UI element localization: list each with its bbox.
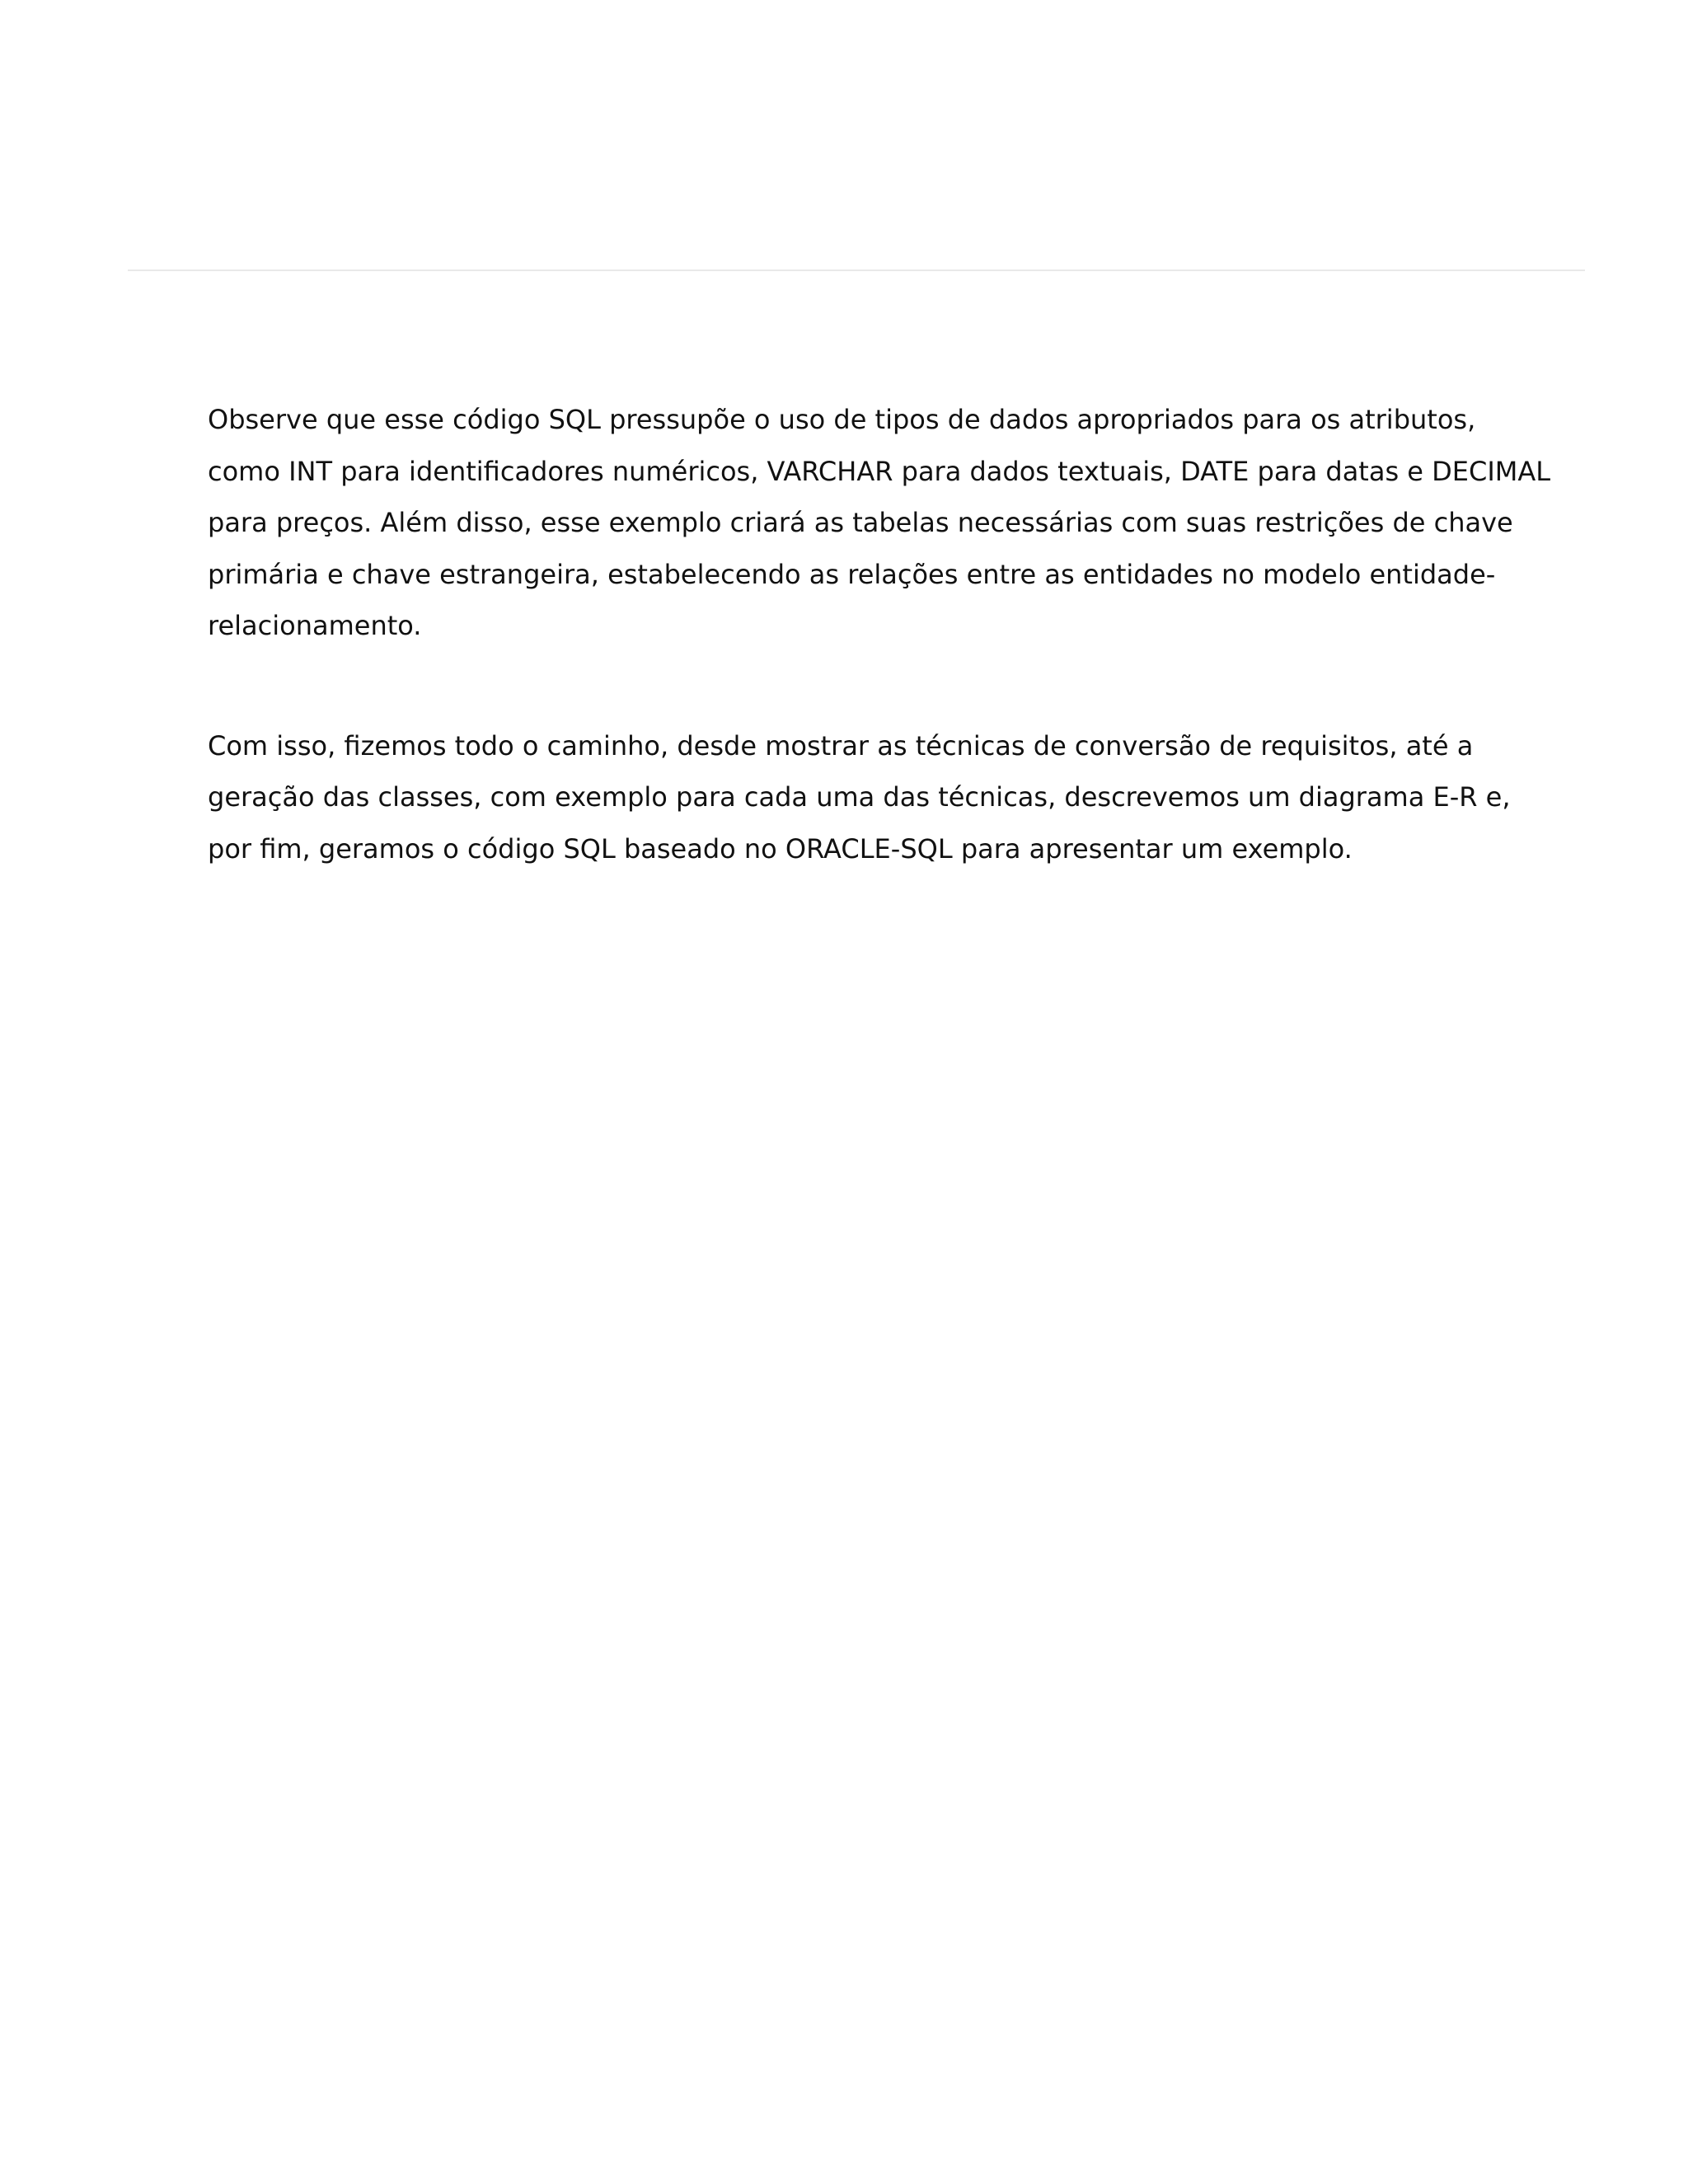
paragraph-conclusion [208,720,1511,875]
text-line: primária e chave estrangeira, estabelecendo as relações entre as entidades no modelo entidade- [208,558,1496,590]
document-body [208,394,1551,874]
text-line: por fim, geramos o código SQL baseado no ORACLE-SQL para apresentar um exemplo. [208,832,1353,865]
text-line: para preços. Além disso, esse exemplo criará as tabelas necessárias com suas restrições de chave [208,507,1513,538]
text-line: relacionamento. [208,610,422,641]
text-line: como INT para identificadores numéricos, VARCHAR para dados textuais, DATE para datas e DECIMAL [208,455,1551,487]
text-line: geração das classes, com exemplo para cada uma das técnicas, descrevemos um diagrama E-R e, [208,781,1511,813]
text-line: Observe que esse código SQL pressupõe o uso de tipos de dados apropriados para os atributos, [208,404,1476,435]
paragraph-sql-note [208,394,1551,652]
text-line: Com isso, fizemos todo o caminho, desde mostrar as técnicas de conversão de requisitos, até a [208,729,1474,762]
header-divider [128,269,1585,271]
